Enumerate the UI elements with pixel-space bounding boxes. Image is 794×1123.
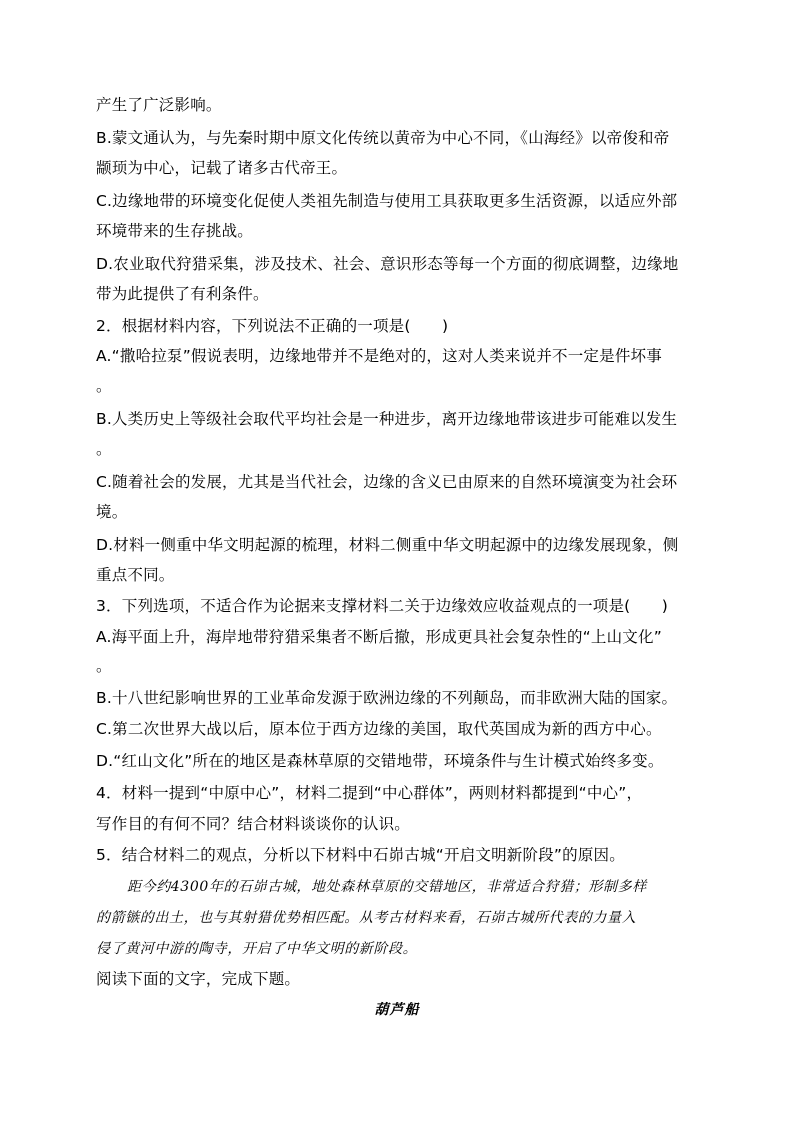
text-line: 颛顼为中心，记载了诸多古代帝王。 <box>96 159 348 177</box>
text-line: 。 <box>96 440 112 458</box>
q3-option-b: B.十八世纪影响世界的工业革命发源于欧洲边缘的不列颠岛，而非欧洲大陆的国家。 <box>96 689 678 707</box>
option-c-line: C.边缘地带的环境变化促使人类祖先制造与使用工具获取更多生活资源，以适应外部 <box>96 192 678 210</box>
passage-title: 葫芦船 <box>374 1002 420 1018</box>
reading-instruction: 阅读下面的文字，完成下题。 <box>96 970 301 988</box>
text-line: 写作目的有何不同？结合材料谈谈你的认识。 <box>96 815 411 833</box>
q3-option-c: C.第二次世界大战以后，原本位于西方边缘的美国，取代英国成为新的西方中心。 <box>96 720 662 738</box>
option-b-line: B.蒙文通认为，与先秦时期中原文化传统以黄帝为中心不同，《山海经》以帝俊和帝 <box>96 129 670 147</box>
question-5: 5．结合材料二的观点，分析以下材料中石峁古城“开启文明新阶段”的原因。 <box>96 846 625 864</box>
question-2: 2．根据材料内容，下列说法不正确的一项是( ) <box>96 317 449 335</box>
material-line: 侵了黄河中游的陶寺，开启了中华文明的新阶段。 <box>96 941 418 957</box>
text-line: 重点不同。 <box>96 566 175 584</box>
question-3: 3．下列选项，不适合作为论据来支撑材料二关于边缘效应收益观点的一项是( ) <box>96 597 669 615</box>
q3-option-a: A.海平面上升，海岸地带狩猎采集者不断后撤，形成更具社会复杂性的“上山文化” <box>96 628 662 646</box>
text-line: 。 <box>96 377 112 395</box>
material-line: 的箭镞的出土，也与其射猎优势相匹配。从考古材料来看，石峁古城所代表的力量入 <box>96 910 637 926</box>
q2-option-d: D.材料一侧重中华文明起源的梳理，材料二侧重中华文明起源中的边缘发展现象，侧 <box>96 536 679 554</box>
text-line: 产生了广泛影响。 <box>96 96 222 114</box>
text-line: 。 <box>96 657 112 675</box>
q3-option-d: D.“红山文化”所在的地区是森林草原的交错地带，环境条件与生计模式始终多变。 <box>96 752 664 770</box>
q2-option-c: C.随着社会的发展，尤其是当代社会，边缘的含义已由原来的自然环境演变为社会环 <box>96 473 678 491</box>
q2-option-a: A.“撒哈拉泵”假说表明，边缘地带并不是绝对的，这对人类来说并不一定是件坏事 <box>96 347 662 365</box>
q2-option-b: B.人类历史上等级社会取代平均社会是一种进步，离开边缘地带该进步可能难以发生 <box>96 410 678 428</box>
text-line: 带为此提供了有利条件。 <box>96 285 269 303</box>
option-d-line: D.农业取代狩猎采集，涉及技术、社会、意识形态等每一个方面的彻底调整，边缘地 <box>96 255 679 273</box>
text-line: 境。 <box>96 503 128 521</box>
text-line: 环境带来的生存挑战。 <box>96 222 254 240</box>
question-4: 4．材料一提到“中原中心”，材料二提到“中心群体”，两则材料都提到“中心”， <box>96 784 643 802</box>
material-line: 距今约4300年的石峁古城，地处森林草原的交错地区，非常适合狩猎；形制多样 <box>127 879 647 895</box>
